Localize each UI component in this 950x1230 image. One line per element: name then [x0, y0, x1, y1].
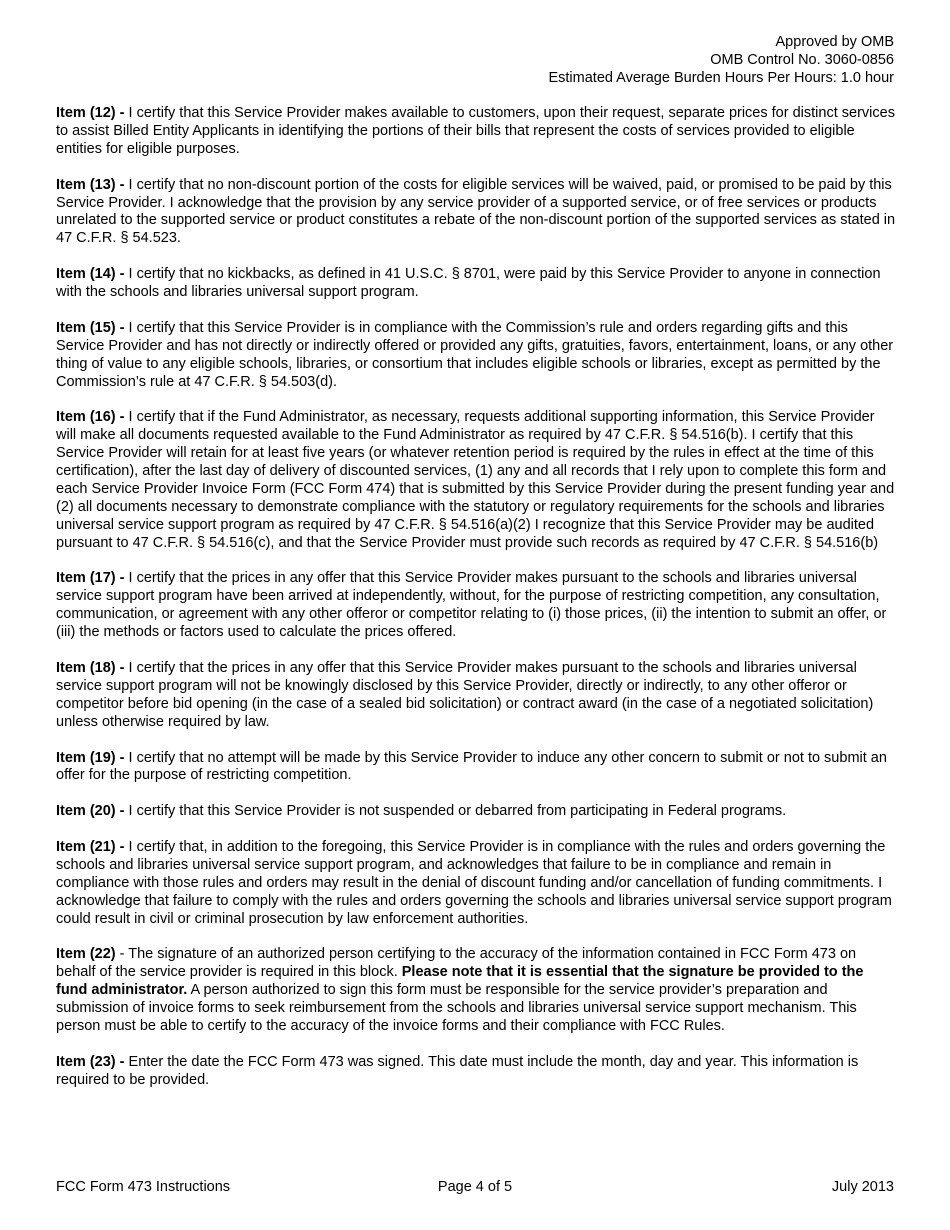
- item-23: [56, 1054, 896, 1090]
- omb-approval-line: Approved by OMB: [775, 34, 894, 50]
- item-20: [56, 803, 896, 821]
- item-label: Item (18) -: [56, 660, 125, 676]
- item-text: - The signature of an authorized person certifying to the accuracy of the information contained in FCC Form 473 on behalf of the service provider is required in this block.: [56, 946, 857, 981]
- item-label: Item (19) -: [56, 749, 125, 766]
- item-label: Item (21) -: [56, 839, 125, 856]
- item-18: [56, 660, 896, 732]
- item-label: Item (12) -: [56, 105, 125, 121]
- item-16: [56, 409, 896, 552]
- item-15: [56, 320, 896, 392]
- item-text: I certify that the prices in any offer that this Service Provider makes pursuant to the schools and libraries universal service support program have been arrived at independently, without, for the purpose of restricting competition, any consultation, communication, or agreement with any other offeror or competitor relating to (i) those prices, (ii) the intention to submit an offer, or (iii) the methods or factors used to calculate the prices offered.: [56, 570, 887, 641]
- item-label: Item (23) -: [56, 1053, 125, 1070]
- item-text: I certify that the prices in any offer that this Service Provider makes pursuant to the schools and libraries universal service support program will not be knowingly disclosed by this Service Provider, directly or indirectly, to any other offeror or competitor before bid opening (in the case of a sealed bid solicitation) or contract award (in the case of a negotiated solicitation) unless otherwise required by law.: [56, 660, 874, 730]
- item-label: Item (20) -: [56, 803, 125, 820]
- item-text: I certify that no non-discount portion of the costs for eligible services will be waived, paid, or promised to be paid by this Service Provider. I acknowledge that the provision by any service provider of a supported service, or of free services or products unrelated to the supported service or product constitutes a rebate of the non-discount portion of the supported services as stated in 47 C.F.R. § 54.523.: [56, 176, 896, 247]
- item-label: Item (16) -: [56, 409, 125, 426]
- item-text: I certify that no attempt will be made by this Service Provider to induce any other concern to submit or not to submit an offer for the purpose of restricting competition.: [56, 749, 887, 784]
- item-label: Item (22): [56, 946, 116, 963]
- item-label: Item (17) -: [56, 570, 125, 587]
- item-text: I certify that this Service Provider is in compliance with the Commission’s rule and orders regarding gifts and this Service Provider and has not directly or indirectly offered or provided any gifts, gratuities, favors, entertainment, loans, or any other thing of value to any eligible schools, libraries, or consortium that includes eligible schools or libraries, except as permitted by the Commission’s rule at 47 C.F.R. § 54.503(d).: [56, 319, 894, 390]
- item-label: Item (13) -: [56, 176, 125, 193]
- signature-emphasis-note: Please note that it is essential that the signature be provided to the fund administrator.: [56, 964, 864, 999]
- item-21: [56, 839, 896, 929]
- omb-control-number: OMB Control No. 3060-0856: [710, 52, 894, 68]
- item-text: I certify that no kickbacks, as defined in 41 U.S.C. § 8701, were paid by this Service Provider to anyone in connection with the schools and libraries universal support program.: [56, 266, 881, 301]
- item-22: [56, 946, 896, 1036]
- burden-hours-line: Estimated Average Burden Hours Per Hours: 1.0 hour: [548, 70, 894, 86]
- item-text: I certify that if the Fund Administrator, as necessary, requests additional supporting information, this Service Provider will make all documents requested available to the Fund Administrator as required by 47 C.F.R. § 54.516(b). I certify that this Service Provider will retain for at least five years (or whatever retention period is required by the rules in effect at the time of this certification), after the last day of delivery of discounted services, (1) any and all records that I rely upon to complete this form and each Service Provider Invoice Form (FCC Form 474) that is submitted by this Service Provider during the present funding year and (2) all documents necessary to demonstrate compliance with the statutory or regulatory requirements for the schools and libraries universal service support program as required by 47 C.F.R. § 54.516(a)(2) I recognize that this Service Provider may be audited pursuant to 47 C.F.R. § 54.516(c), and that the Service Provider must provide such records as required by 47 C.F.R. § 54.516(b): [56, 409, 895, 551]
- footer-date: July 2013: [831, 1179, 894, 1195]
- item-label: Item (14) -: [56, 266, 125, 283]
- item-14: [56, 266, 896, 302]
- item-label: Item (15) -: [56, 319, 125, 336]
- item-text-continued: A person authorized to sign this form must be responsible for the service provider’s preparation and submission of invoice forms to seek reimbursement from the schools and libraries universal service support mechanism. This person must be able to certify to the accuracy of the invoice forms and their compliance with FCC Rules.: [56, 982, 857, 1035]
- item-12: [56, 105, 896, 159]
- item-19: [56, 750, 896, 786]
- item-13: [56, 177, 896, 249]
- item-text: Enter the date the FCC Form 473 was signed. This date must include the month, day and year. This information is required to be provided.: [56, 1053, 859, 1088]
- omb-header: [548, 33, 894, 87]
- instructions-body: [56, 105, 896, 1108]
- item-text: I certify that, in addition to the foregoing, this Service Provider is in compliance with the rules and orders governing the schools and libraries universal service support program, and acknowledges that failure to be in compliance and remain in compliance with those rules and orders may result in the denial of discount funding and/or cancellation of funding commitments. I acknowledge that failure to comply with the rules and orders governing the schools and libraries universal service support program could result in civil or criminal prosecution by law enforcement authorities.: [56, 839, 892, 927]
- page-number: Page 4 of 5: [437, 1179, 513, 1195]
- page-footer: [56, 1178, 894, 1196]
- item-17: [56, 570, 896, 642]
- footer-form-title: FCC Form 473 Instructions: [56, 1179, 231, 1195]
- item-text: I certify that this Service Provider makes available to customers, upon their request, separate prices for distinct services to assist Billed Entity Applicants in identifying the portions of their bills that represent the costs of services provided to eligible entities for eligible purposes.: [56, 105, 895, 157]
- item-text: I certify that this Service Provider is not suspended or debarred from participating in Federal programs.: [124, 803, 787, 820]
